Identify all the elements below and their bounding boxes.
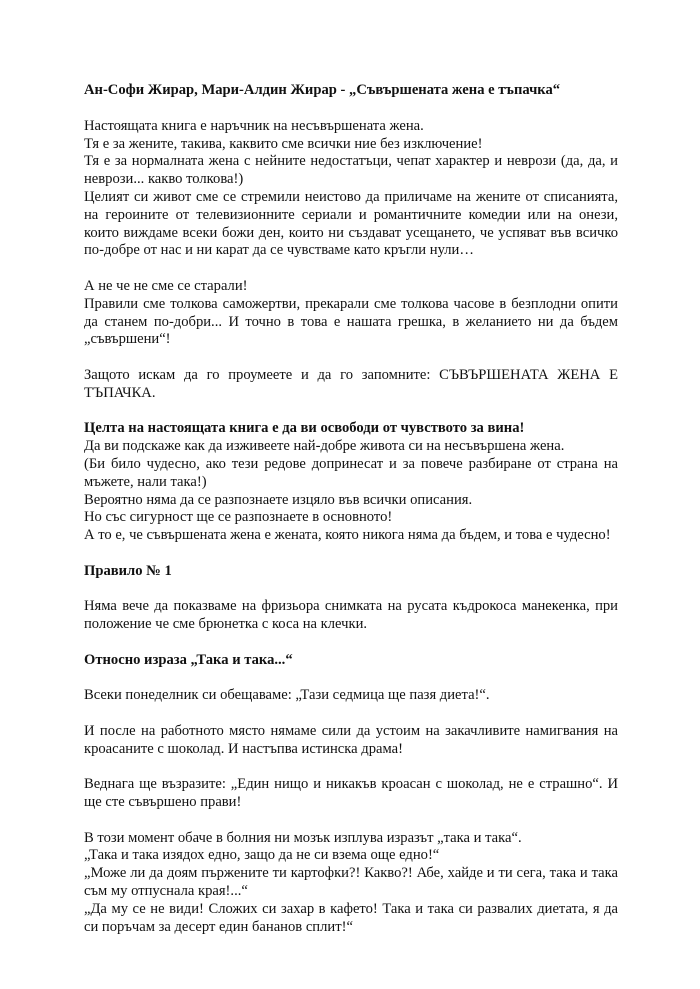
document-body [84,82,618,954]
goal-line: (Би било чудесно, ако тези редове допринесат и за повече разбиране от страна на мъжете, нали така!) [84,455,618,490]
rule-heading: Правило № 1 [84,562,172,579]
intro-line: Настоящата книга е наръчник на несъвършената жена. [84,117,424,134]
moment-line: „Може ли да доям пържените ти картофки?! Какво?! Абе, хайде и ти сега, така и така съм му отпуснала края!...“ [84,865,618,900]
moment-line: „Така и така изядох едно, защо да не си взема още едно!“ [84,847,440,864]
intro-paragraph [84,118,618,260]
goal-line: Но със сигурност ще се разпознаете в основното! [84,509,393,526]
goal-paragraph [84,420,618,545]
moment-paragraph [84,830,618,937]
goal-heading: Целта на настоящата книга е да ви освободи от чувството за вина! [84,420,525,437]
goal-line: Вероятно няма да се разпознаете изцяло във всички описания. [84,491,473,508]
object-paragraph: Веднага ще възразите: „Един нищо и никакъв кроасан с шоколад, не е страшно“. И ще сте съвършено прави! [84,776,618,811]
goal-line: Да ви подскаже как да изживеете най-добре живота си на несъвършена жена. [84,438,565,455]
moment-line: В този момент обаче в болния ни мозък изплува изразът „така и така“. [84,829,522,846]
intro-line: Тя е за нормалната жена с нейните недостатъци, чепат характер и неврози (да, да, и неврози... какво толкова!) [84,153,618,188]
rule-paragraph: Няма вече да показваме на фризьора снимката на русата къдрокоса манекенка, при положение че сме брюнетка с коса на клечки. [84,598,618,633]
monday-paragraph: Всеки понеделник си обещаваме: „Тази седмица ще пазя диета!“. [84,687,490,704]
goal-line: А то е, че съвършената жена е жената, която никога няма да бъдем, и това е чудесно! [84,527,611,544]
intro-line: Тя е за жените, такива, каквито сме всички ние без изключение! [84,135,483,152]
document-title: Ан-Софи Жирар, Мари-Алдин Жирар - „Съвършената жена е тъпачка“ [84,82,561,98]
croissants-paragraph: И после на работното място нямаме сили да устоим на закачливите намигвания на кроасаните с шоколад. И настъпва истинска драма! [84,722,618,757]
tried-line: Правили сме толкова саможертви, прекарали сме толкова часове в безплодни опити да станем по-добри... И точно в това е нашата грешка, в желанието ни да бъдем „съвършени“! [84,295,618,348]
intro-line: Целият си живот сме се стремили неистово да приличаме на жените от списанията, на героините от телевизионните сериали и романтичните комедии или на онези, които виждаме всеки божи ден, които ни създават усещането, че успяват във всичко по-добре от нас и ни карат да се чувстваме като кръгли нули… [84,188,618,259]
remember-paragraph: Защото искам да го проумеете и да го запомните: СЪВЪРШЕНАТА ЖЕНА Е ТЪПАЧКА. [84,366,618,401]
phrase-heading: Относно израза „Така и така...“ [84,651,293,668]
moment-line: „Да му се не види! Сложих си захар в кафето! Така и така си развалих диетата, я да си поръчам за десерт един бананов сплит!“ [84,900,618,935]
tried-paragraph [84,278,618,349]
tried-line: А не че не сме се старали! [84,277,248,294]
